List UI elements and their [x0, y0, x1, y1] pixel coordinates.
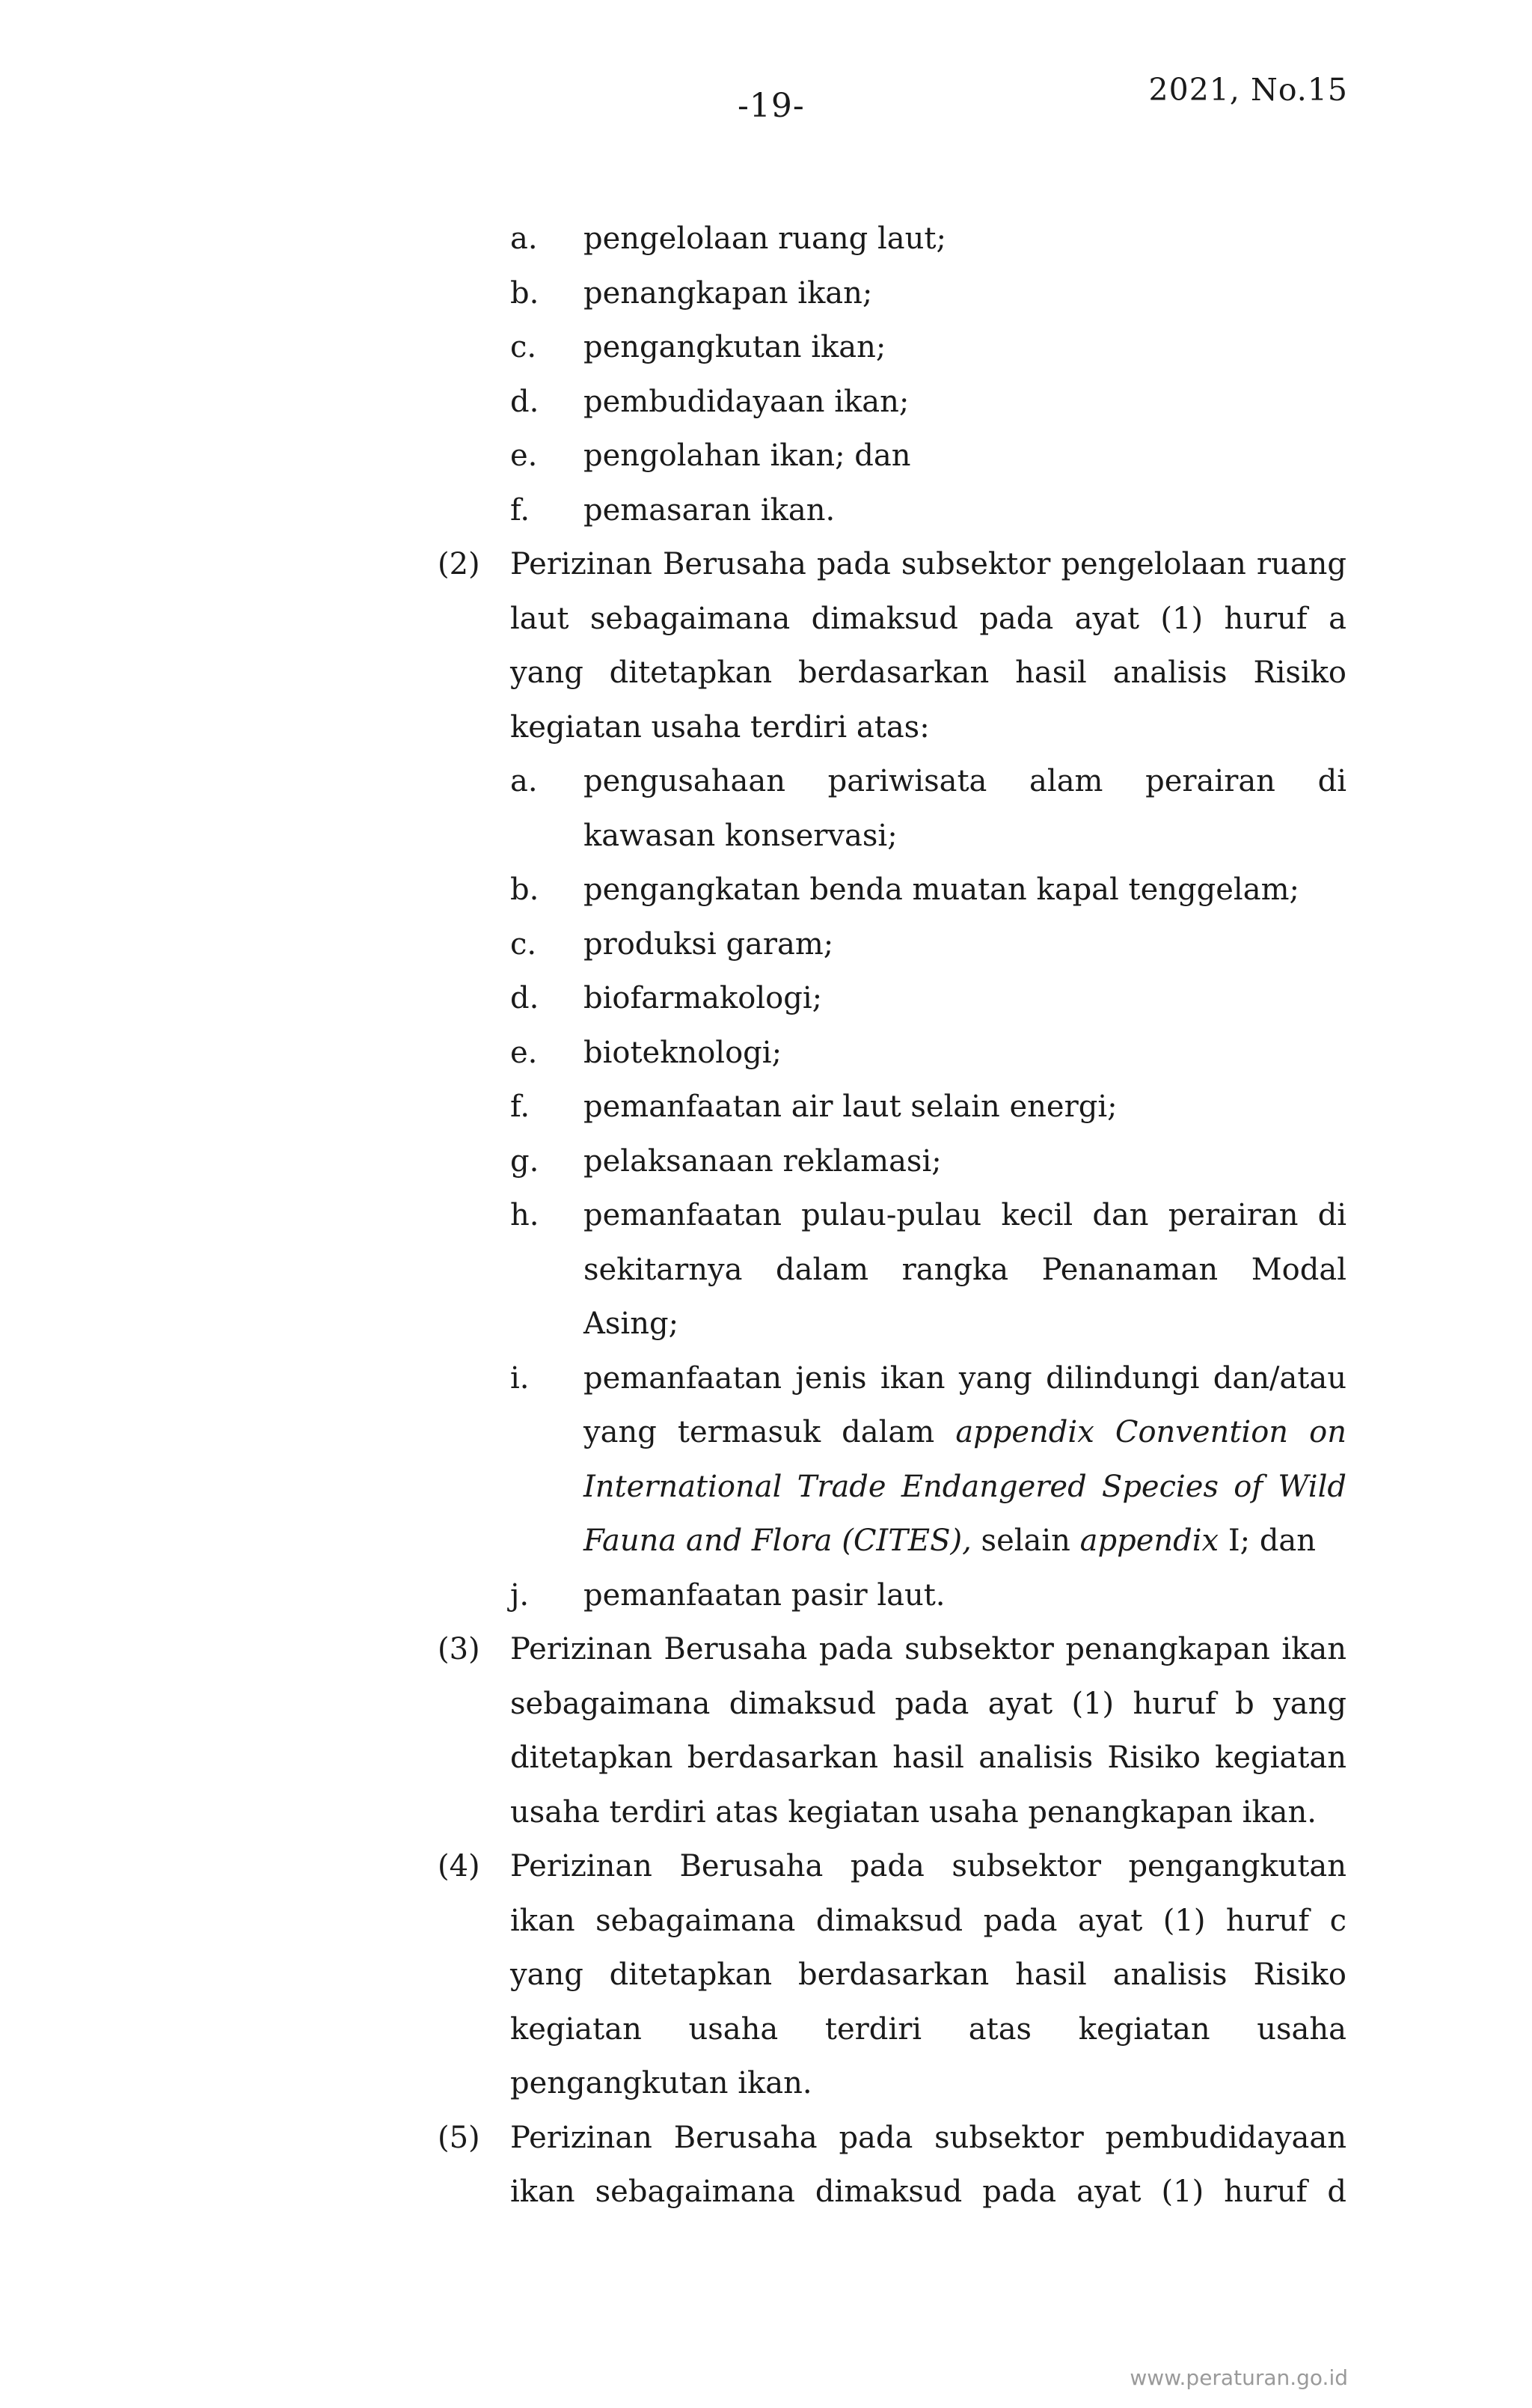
paragraph-text: ikan sebagaimana dimaksud pada ayat (1) huruf c — [510, 1903, 1346, 1938]
list-item-text: produksi garam; — [583, 926, 834, 962]
list-marker: j. — [510, 1577, 530, 1613]
list-item-text: kawasan konservasi; — [583, 818, 898, 853]
list-item-text: pengusahaan pariwisata alam perairan di — [583, 764, 1346, 798]
paragraph-line — [0, 1677, 1532, 1732]
paragraph-line — [0, 2002, 1532, 2057]
list-item-text: pengolahan ikan; dan — [583, 438, 911, 473]
list-marker: g. — [510, 1143, 539, 1179]
italic-text-run: appendix — [1079, 1524, 1219, 1558]
list-item-continuation — [0, 809, 1532, 864]
paragraph-line — [0, 2111, 1532, 2166]
list-item-text: pemasaran ikan. — [583, 492, 836, 528]
footer-website-link[interactable]: www.peraturan.go.id — [1130, 2365, 1348, 2390]
list-marker: d. — [510, 981, 539, 1015]
list-marker: e. — [510, 1035, 538, 1070]
list-item-text: pengangkutan ikan; — [583, 330, 886, 364]
paragraph-text: kegiatan usaha terdiri atas: — [510, 709, 930, 745]
page-number: -19- — [738, 87, 805, 125]
list-item-text: pengelolaan ruang laut; — [583, 221, 946, 256]
paragraph-text: Perizinan Berusaha pada subsektor pembudidayaan — [510, 2120, 1346, 2155]
list-marker: a. — [510, 764, 538, 798]
list-item — [0, 971, 1532, 1026]
list-marker: e. — [510, 438, 538, 473]
paragraph-text: Perizinan Berusaha pada subsektor pengangkutan — [510, 1849, 1346, 1883]
list-item-text: Asing; — [583, 1307, 679, 1341]
paragraph-line — [0, 592, 1532, 647]
list-marker: b. — [510, 275, 539, 311]
italic-text-run: International Trade Endangered Species of Wild — [583, 1469, 1346, 1504]
list-item — [0, 1026, 1532, 1081]
list-marker: h. — [510, 1198, 539, 1232]
paragraph-line — [0, 1622, 1532, 1677]
list-item-text: pelaksanaan reklamasi; — [583, 1143, 942, 1179]
list-item — [0, 375, 1532, 430]
text-run: selain — [971, 1524, 1080, 1558]
paragraph-line — [0, 700, 1532, 755]
list-item-continuation — [0, 1460, 1532, 1515]
paragraph-line — [0, 2056, 1532, 2111]
list-marker: f. — [510, 492, 530, 528]
paragraph-line — [0, 646, 1532, 700]
list-item — [0, 1134, 1532, 1189]
paragraph-number: (5) — [438, 2120, 480, 2155]
paragraph-text: Perizinan Berusaha pada subsektor pengelolaan ruang — [510, 547, 1346, 581]
paragraph-line — [0, 2165, 1532, 2219]
list-item — [0, 212, 1532, 266]
paragraph-line — [0, 1839, 1532, 1894]
paragraph-number: (2) — [438, 547, 480, 581]
paragraph-number: (4) — [438, 1849, 480, 1883]
paragraph-line — [0, 537, 1532, 592]
paragraph-line — [0, 1731, 1532, 1785]
list-item — [0, 1188, 1532, 1243]
list-marker: d. — [510, 384, 539, 419]
list-marker: b. — [510, 873, 539, 907]
list-item-continuation — [0, 1297, 1532, 1351]
paragraph-text: pengangkutan ikan. — [510, 2066, 812, 2100]
paragraph-line — [0, 1894, 1532, 1949]
document-reference: 2021, No.15 — [1148, 72, 1348, 108]
list-marker: c. — [510, 926, 537, 962]
paragraph-text: sebagaimana dimaksud pada ayat (1) huruf b yang — [510, 1686, 1346, 1721]
list-marker: f. — [510, 1090, 530, 1124]
paragraph-line — [0, 1785, 1532, 1840]
list-item — [0, 320, 1532, 375]
list-item — [0, 754, 1532, 809]
list-item-text: penangkapan ikan; — [583, 275, 873, 311]
list-item-text: pemanfaatan air laut selain energi; — [583, 1090, 1118, 1124]
list-item — [0, 429, 1532, 483]
list-marker: i. — [510, 1360, 530, 1396]
list-marker: a. — [510, 221, 538, 256]
paragraph-text: kegiatan usaha terdiri atas kegiatan usaha — [510, 2011, 1346, 2047]
list-item — [0, 1080, 1532, 1134]
paragraph-text: yang ditetapkan berdasarkan hasil analisis Risiko — [510, 1958, 1346, 1992]
list-item-continuation — [0, 1514, 1532, 1568]
list-item — [0, 917, 1532, 972]
list-item-text: bioteknologi; — [583, 1035, 782, 1070]
list-item-text: pengangkatan benda muatan kapal tenggelam; — [583, 873, 1299, 907]
italic-text-run: Fauna and Flora (CITES), — [583, 1524, 972, 1558]
list-item — [0, 266, 1532, 321]
list-item-text: pemanfaatan pasir laut. — [583, 1577, 946, 1613]
list-item — [0, 1351, 1532, 1406]
paragraph-text: Perizinan Berusaha pada subsektor penangkapan ikan — [510, 1632, 1346, 1666]
list-marker: c. — [510, 330, 537, 364]
list-item-text — [583, 1514, 1346, 1568]
list-item-text: biofarmakologi; — [583, 981, 823, 1015]
paragraph-line — [0, 1948, 1532, 2002]
list-item-text: sekitarnya dalam rangka Penanaman Modal — [583, 1252, 1346, 1287]
list-item-text — [583, 1405, 1346, 1460]
text-run: yang termasuk dalam — [583, 1415, 956, 1449]
list-item-text: pembudidayaan ikan; — [583, 384, 910, 419]
document-body — [0, 212, 1532, 2219]
paragraph-text: usaha terdiri atas kegiatan usaha penangkapan ikan. — [510, 1794, 1317, 1830]
list-item — [0, 1568, 1532, 1623]
list-item-continuation — [0, 1243, 1532, 1298]
list-item — [0, 863, 1532, 917]
paragraph-text: laut sebagaimana dimaksud pada ayat (1) huruf a — [510, 601, 1346, 636]
italic-text-run: appendix Convention on — [955, 1415, 1346, 1449]
text-run: I; dan — [1219, 1524, 1317, 1558]
list-item-text: pemanfaatan pulau-pulau kecil dan perairan di — [583, 1198, 1346, 1232]
list-item-text — [583, 1460, 1346, 1515]
list-item — [0, 483, 1532, 538]
paragraph-text: yang ditetapkan berdasarkan hasil analisis Risiko — [510, 656, 1346, 690]
list-item-continuation — [0, 1405, 1532, 1460]
paragraph-text: ditetapkan berdasarkan hasil analisis Risiko kegiatan — [510, 1741, 1346, 1775]
list-item-text: pemanfaatan jenis ikan yang dilindungi dan/atau — [583, 1360, 1346, 1396]
paragraph-text: ikan sebagaimana dimaksud pada ayat (1) huruf d — [510, 2175, 1346, 2209]
paragraph-number: (3) — [438, 1632, 480, 1666]
